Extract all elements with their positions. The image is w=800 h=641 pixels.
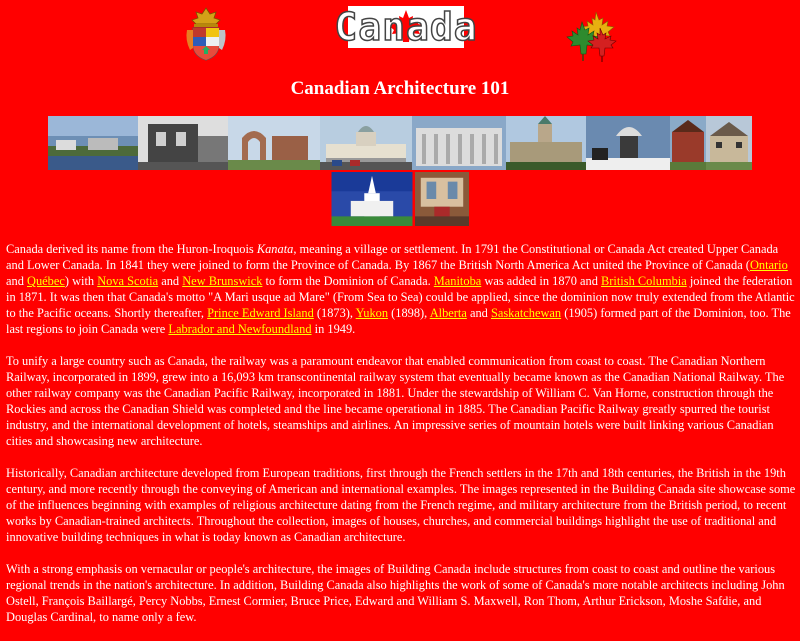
photo-interior-hall[interactable] [414,172,470,226]
photo-harbour-town[interactable] [48,116,138,170]
paragraph-history [6,241,796,337]
text-fragment: was added in 1870 and [481,274,602,288]
text-fragment: and [158,274,183,288]
paragraph-vernacular: With a strong emphasis on vernacular or people's architecture, the images of Building Canada include structures from coast to coast and outline the various regional trends in the nation's architecture. In addition, Building Canada also highlights the work of some of Canada's more notable architects including John Ostell, François Baillargé, Percy Nobbs, Ernest Cormier, Bruce Price, Edward and William S. Maxwell, Ron Thom, Arthur Erickson, Moshe Safdie, and Douglas Cardinal, to name only a few. [6,562,785,624]
page-header [0,0,800,70]
logo-text: Canada [334,5,478,49]
paragraph-railway: To unify a large country such as Canada, the railway was a paramount endeavor that enabled communication from coast to coast. The Canadian Northern Railway, incorporated in 1899, grew into a 16,093 km transcontinental railway system that eventually became known as the Canadian National Railway. The other railway company was the Canadian Pacific Railway, incorporated in 1881. Under the stewardship of William C. Van Horne, construction through the Rockies and across the Canadian Shield was completed and the line became operational in 1885. The Canadian Pacific Railway greatly spurred the tourist industry, and the international development of hotels, steamships and airlines. An impressive series of mountain hotels were built linking various Canadian cities and showcasing new architecture. [6,354,785,448]
link-yukon[interactable]: Yukon [355,306,389,320]
page-title: Canadian Architecture 101 [290,78,510,99]
link-quebec[interactable]: Québec [27,274,65,288]
link-alberta[interactable]: Alberta [429,306,467,320]
main-content [6,241,796,641]
link-saskatchewan[interactable]: Saskatchewan [490,306,562,320]
text-fragment: and [466,306,491,320]
text-fragment: and [6,274,27,288]
text-fragment: (1905) formed part of the Dominion, too. The last regions to join Canada were [6,306,791,336]
maple-leaves-icon [562,8,620,62]
photo-stone-house[interactable] [706,116,752,170]
canada-logo [320,6,492,48]
text-fragment: (1873), [313,306,356,320]
text-fragment: in 1949. [311,322,356,336]
photo-stone-ruin[interactable] [138,116,228,170]
photo-strip [48,116,752,170]
photo-strip-second [330,172,470,228]
link-british-columbia[interactable]: British Columbia [601,274,687,288]
paragraph-architecture-history: Historically, Canadian architecture developed from European traditions, first through the French settlers in the 17th and 18th centuries, the British in the 19th century, and more recently through the conveying of American and international examples. The images represented in the Building Canada site showcase some of the influences beginning with examples of religious architecture dating from the French regime, and military architecture from the British period, to recent works by Canadian-trained architects. Throughout the collection, images of houses, churches, and commercial buildings highlight the use of traditional and innovative building techniques in what is today known as Canadian architecture. [6,466,796,544]
link-labrador-newfoundland[interactable]: Labrador and Newfoundland [168,322,312,336]
coat-of-arms-icon [184,6,228,62]
photo-red-brick-house[interactable] [670,116,706,170]
photo-white-church-sky[interactable] [330,172,414,226]
link-prince-edward-island[interactable]: Prince Edward Island [207,306,314,320]
photo-brick-church-ruin[interactable] [228,116,320,170]
text-fragment: ) with [64,274,98,288]
text-fragment: joined the federation in 1871. It was then that Canada's motto "A Mari usque ad Mare" (From Sea to Sea) could be applied, since the dominion now truly extended from the Atlantic to the Pacific oceans. Shortly thereafter, [6,274,795,320]
photo-columned-building[interactable] [412,116,506,170]
link-nova-scotia[interactable]: Nova Scotia [97,274,159,288]
emphasis-kanata: Kanata [256,242,294,256]
photo-domed-tower-winter[interactable] [586,116,670,170]
text-fragment: (1898), [388,306,430,320]
link-ontario[interactable]: Ontario [749,258,788,272]
photo-legislature-dome[interactable] [320,116,412,170]
link-manitoba[interactable]: Manitoba [433,274,482,288]
link-new-brunswick[interactable]: New Brunswick [182,274,263,288]
photo-parliament-tower[interactable] [506,116,586,170]
text-fragment: Canada derived its name from the Huron-Iroquois [6,242,257,256]
text-fragment: , meaning a village or settlement. In 1791 the Constitutional or Canada Act created Upper Canada and Lower Canada. In 1841 they were joined to form the Province of Canada. By 1867 the British North America Act united the Province of Canada ( [6,242,779,272]
text-fragment: to form the Dominion of Canada. [262,274,434,288]
